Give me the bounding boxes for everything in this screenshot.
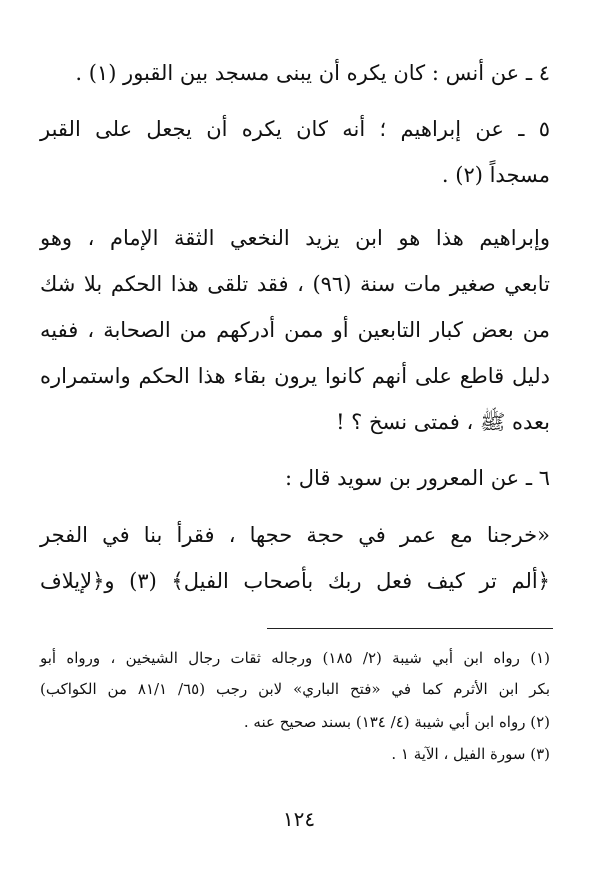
- footnote-line-1: (١) رواه ابن أبي شيبة (٢/ ١٨٥) ورجاله ثقات رجال الشيخين ، ورواه أبو: [40, 649, 550, 667]
- body-line-3: مسجداً (٢) .: [441, 163, 550, 187]
- body-line-5: تابعي صغير مات سنة (٩٦) ، فقد تلقى هذا الحكم بلا شك: [40, 272, 550, 296]
- body-line-9: ٦ ـ عن المعرور بن سويد قال :: [285, 466, 550, 490]
- body-line-11: ﴿ألم تر كيف فعل ربك بأصحاب الفيل﴾ (٣) و﴿لإيلاف: [40, 569, 550, 593]
- body-line-7: دليل قاطع على أنهم كانوا يرون بقاء هذا الحكم واستمراره: [40, 364, 550, 388]
- body-line-8: بعده ﷺ ، فمتى نسخ ؟ !: [336, 410, 550, 434]
- body-line-1: ٤ ـ عن أنس : كان يكره أن يبنى مسجد بين القبور (١) .: [75, 61, 550, 85]
- body-line-6: من بعض كبار التابعين أو ممن أدركهم من الصحابة ، ففيه: [40, 318, 550, 342]
- footnote-divider: [267, 628, 553, 629]
- body-line-2: ٥ ـ عن إبراهيم ؛ أنه كان يكره أن يجعل على القبر: [40, 117, 550, 141]
- footnote-line-2: بكر ابن الأثرم كما في «فتح الباري» لابن رجب (٦٥/ ٨١/١ من الكواكب): [40, 680, 550, 698]
- footnote-line-3: (٢) رواه ابن أبي شيبة (٤/ ١٣٤) بسند صحيح عنه .: [243, 713, 550, 731]
- footnote-line-4: (٣) سورة الفيل ، الآية ١ .: [391, 745, 550, 763]
- body-line-4: وإبراهيم هذا هو ابن يزيد النخعي الثقة الإمام ، وهو: [40, 226, 550, 250]
- page-number: ١٢٤: [282, 807, 316, 831]
- body-line-10: «خرجنا مع عمر في حجة حجها ، فقرأ بنا في الفجر: [40, 523, 550, 547]
